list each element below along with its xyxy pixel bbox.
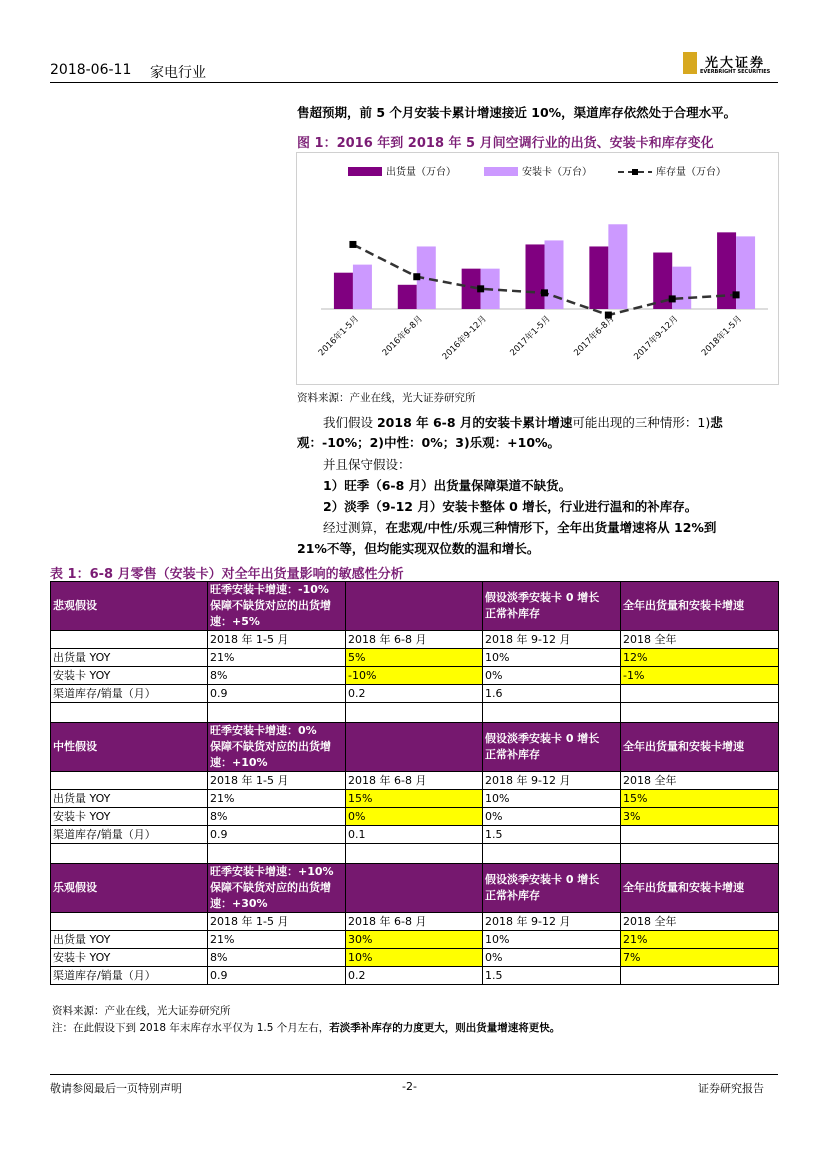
footer-report-type: 证券研究报告 bbox=[698, 1082, 764, 1095]
metric-row bbox=[51, 685, 779, 703]
period-label: 2018 全年 bbox=[621, 772, 779, 790]
metric-value: 15% bbox=[346, 790, 483, 808]
period-blank bbox=[51, 631, 208, 649]
spacer-cell bbox=[346, 703, 483, 723]
off-season-assumption: 假设淡季安装卡 0 增长 正常补库存 bbox=[483, 864, 621, 913]
metric-value: 10% bbox=[483, 649, 621, 667]
full-year-header: 全年出货量和安装卡增速 bbox=[621, 864, 779, 913]
metric-value: 1.6 bbox=[483, 685, 621, 703]
p1-post: 中性：0%；3)乐观：+10%。 bbox=[384, 435, 561, 450]
legend-label-install: 安装卡（万台） bbox=[522, 167, 592, 178]
full-year-header: 全年出货量和安装卡增速 bbox=[621, 723, 779, 772]
scenario-header-row bbox=[51, 723, 779, 772]
table-note bbox=[52, 1020, 560, 1035]
metric-value: 0% bbox=[346, 808, 483, 826]
period-row bbox=[51, 772, 779, 790]
p5-bold: 在悲观/中性/乐观三种情形下，全年出货量增速将从 12%到 bbox=[385, 520, 717, 535]
scenario-name: 乐观假设 bbox=[51, 864, 208, 913]
scenario-peak-assumption: 旺季安装卡增速：-10% 保障不缺货对应的出货增速：+5% bbox=[208, 582, 346, 631]
metric-label: 出货量 YOY bbox=[51, 931, 208, 949]
metric-value: 0.2 bbox=[346, 685, 483, 703]
period-blank bbox=[51, 913, 208, 931]
inventory-point bbox=[669, 295, 676, 302]
scenario-header-row bbox=[51, 864, 779, 913]
metric-value: 30% bbox=[346, 931, 483, 949]
metric-value: 10% bbox=[346, 949, 483, 967]
period-row bbox=[51, 631, 779, 649]
metric-row bbox=[51, 649, 779, 667]
metric-label: 出货量 YOY bbox=[51, 790, 208, 808]
x-tick-label: 2016年1-5月 bbox=[316, 314, 362, 359]
report-date: 2018-06-11 bbox=[50, 62, 132, 78]
figure-title: 图 1：2016 年到 2018 年 5 月间空调行业的出货、安装卡和库存变化 bbox=[297, 136, 714, 151]
metric-label: 出货量 YOY bbox=[51, 649, 208, 667]
brand-name-en: EVERBRIGHT SECURITIES bbox=[700, 69, 771, 75]
legend-marker-inventory bbox=[632, 169, 638, 175]
period-label: 2018 年 1-5 月 bbox=[208, 631, 346, 649]
metric-value: 3% bbox=[621, 808, 779, 826]
period-blank bbox=[51, 772, 208, 790]
bar-install bbox=[353, 265, 372, 309]
x-tick-label: 2016年9-12月 bbox=[440, 314, 489, 363]
metric-value: 21% bbox=[621, 931, 779, 949]
scenario-name: 中性假设 bbox=[51, 723, 208, 772]
figure-chart bbox=[296, 152, 779, 385]
figure-source: 资料来源：产业在线，光大证券研究所 bbox=[297, 392, 476, 404]
metric-value: 0.2 bbox=[346, 967, 483, 985]
brand-logo bbox=[683, 52, 697, 74]
assumption-1: 1）旺季（6-8 月）出货量保障渠道不缺货。 bbox=[323, 478, 572, 493]
metric-label: 渠道库存/销量（月） bbox=[51, 685, 208, 703]
period-row bbox=[51, 913, 779, 931]
period-label: 2018 年 6-8 月 bbox=[346, 631, 483, 649]
spacer-cell bbox=[208, 844, 346, 864]
period-label: 2018 年 9-12 月 bbox=[483, 913, 621, 931]
inventory-point bbox=[349, 241, 356, 248]
period-label: 2018 年 1-5 月 bbox=[208, 913, 346, 931]
metric-value bbox=[621, 685, 779, 703]
period-label: 2018 年 1-5 月 bbox=[208, 772, 346, 790]
note-bold: 若淡季补库存的力度更大，则出货量增速将更快。 bbox=[329, 1022, 561, 1034]
blank-header-cell bbox=[346, 582, 483, 631]
inventory-point bbox=[413, 273, 420, 280]
p1-pre: 我们假设 bbox=[323, 415, 377, 430]
metric-row bbox=[51, 949, 779, 967]
metric-value: 7% bbox=[621, 949, 779, 967]
spacer-cell bbox=[483, 844, 621, 864]
period-label: 2018 年 6-8 月 bbox=[346, 772, 483, 790]
x-tick-label: 2017年1-5月 bbox=[508, 314, 553, 359]
period-label: 2018 年 6-8 月 bbox=[346, 913, 483, 931]
metric-value bbox=[621, 967, 779, 985]
off-season-assumption: 假设淡季安装卡 0 增长 正常补库存 bbox=[483, 582, 621, 631]
metric-value: -10% bbox=[346, 667, 483, 685]
metric-row bbox=[51, 790, 779, 808]
metric-row bbox=[51, 667, 779, 685]
bar-shipment bbox=[589, 246, 608, 309]
sensitivity-table bbox=[50, 581, 779, 985]
legend-label-shipment: 出货量（万台） bbox=[386, 167, 456, 178]
period-label: 2018 年 9-12 月 bbox=[483, 772, 621, 790]
x-tick-label: 2018年1-5月 bbox=[699, 314, 745, 359]
metric-label: 渠道库存/销量（月） bbox=[51, 967, 208, 985]
spacer-cell bbox=[621, 844, 779, 864]
metric-label: 安装卡 YOY bbox=[51, 808, 208, 826]
metric-value: 1.5 bbox=[483, 826, 621, 844]
spacer-cell bbox=[346, 844, 483, 864]
scenario-peak-assumption: 旺季安装卡增速：0% 保障不缺货对应的出货增速：+10% bbox=[208, 723, 346, 772]
table-source: 资料来源：产业在线，光大证券研究所 bbox=[52, 1005, 231, 1017]
scenario-name: 悲观假设 bbox=[51, 582, 208, 631]
industry-label: 家电行业 bbox=[150, 65, 206, 81]
inventory-point bbox=[541, 289, 548, 296]
metric-row bbox=[51, 826, 779, 844]
period-label: 2018 全年 bbox=[621, 631, 779, 649]
metric-value: 8% bbox=[208, 808, 346, 826]
x-tick-label: 2017年9-12月 bbox=[632, 314, 681, 363]
p5-pre: 经过测算， bbox=[323, 520, 386, 535]
metric-value: 0.9 bbox=[208, 685, 346, 703]
metric-value bbox=[621, 826, 779, 844]
assumption-paragraph bbox=[297, 413, 777, 453]
metric-value: 10% bbox=[483, 790, 621, 808]
scenario-peak-assumption: 旺季安装卡增速：+10% 保障不缺货对应的出货增速：+30% bbox=[208, 864, 346, 913]
metric-value: 21% bbox=[208, 931, 346, 949]
metric-label: 渠道库存/销量（月） bbox=[51, 826, 208, 844]
period-label: 2018 年 9-12 月 bbox=[483, 631, 621, 649]
metric-value: 0% bbox=[483, 808, 621, 826]
page-number: -2- bbox=[402, 1080, 417, 1093]
spacer-cell bbox=[621, 703, 779, 723]
metric-value: 5% bbox=[346, 649, 483, 667]
metric-value: 0.9 bbox=[208, 826, 346, 844]
metric-row bbox=[51, 967, 779, 985]
metric-value: 21% bbox=[208, 649, 346, 667]
conclusion-paragraph bbox=[323, 518, 779, 538]
x-tick-label: 2016年6-8月 bbox=[380, 314, 425, 359]
bar-shipment bbox=[334, 273, 353, 309]
blank-header-cell bbox=[346, 723, 483, 772]
assumption-2: 2）淡季（9-12 月）安装卡整体 0 增长，行业进行温和的补库存。 bbox=[323, 499, 698, 514]
note-pre: 注：在此假设下到 2018 年末库存水平仅为 1.5 个月左右， bbox=[52, 1022, 330, 1034]
bar-install bbox=[672, 267, 691, 309]
spacer-row bbox=[51, 703, 779, 723]
bar-install bbox=[608, 224, 627, 309]
spacer-cell bbox=[208, 703, 346, 723]
metric-row bbox=[51, 931, 779, 949]
metric-value: 8% bbox=[208, 667, 346, 685]
conclusion-line-2: 21%不等，但均能实现双位数的温和增长。 bbox=[297, 541, 540, 556]
header-rule bbox=[50, 82, 778, 83]
legend-label-inventory: 库存量（万台） bbox=[656, 167, 726, 178]
intro-line: 售超预期，前 5 个月安装卡累计增速接近 10%，渠道库存依然处于合理水平。 bbox=[297, 105, 737, 120]
scenario-header-row bbox=[51, 582, 779, 631]
conservative-assumption: 并且保守假设： bbox=[323, 457, 411, 472]
metric-label: 安装卡 YOY bbox=[51, 667, 208, 685]
spacer-cell bbox=[51, 844, 208, 864]
spacer-cell bbox=[51, 703, 208, 723]
x-tick-label: 2017年6-8月 bbox=[572, 314, 617, 359]
footer-rule bbox=[50, 1074, 778, 1075]
metric-value: 15% bbox=[621, 790, 779, 808]
p1-bold: 2018 年 6-8 月的安装卡累计增速 bbox=[376, 415, 573, 430]
spacer-cell bbox=[483, 703, 621, 723]
metric-value: 21% bbox=[208, 790, 346, 808]
blank-header-cell bbox=[346, 864, 483, 913]
brand-name-cn: 光大证券 bbox=[705, 56, 766, 71]
footer-disclaimer: 敬请参阅最后一页特别声明 bbox=[50, 1082, 182, 1095]
metric-value: 8% bbox=[208, 949, 346, 967]
spacer-row bbox=[51, 844, 779, 864]
table-title: 表 1：6-8 月零售（安装卡）对全年出货量影响的敏感性分析 bbox=[50, 567, 404, 582]
p1-mid: 可能出现的三种情形：1) bbox=[572, 415, 711, 430]
metric-value: 0% bbox=[483, 667, 621, 685]
metric-value: -1% bbox=[621, 667, 779, 685]
legend-swatch-shipment bbox=[348, 167, 382, 176]
p1-bold-2: 悲观：-10%；2) bbox=[297, 415, 723, 450]
metric-value: 1.5 bbox=[483, 967, 621, 985]
metric-value: 0.9 bbox=[208, 967, 346, 985]
metric-row bbox=[51, 808, 779, 826]
legend-swatch-install bbox=[484, 167, 518, 176]
off-season-assumption: 假设淡季安装卡 0 增长 正常补库存 bbox=[483, 723, 621, 772]
bar-shipment bbox=[398, 285, 417, 309]
period-label: 2018 全年 bbox=[621, 913, 779, 931]
metric-label: 安装卡 YOY bbox=[51, 949, 208, 967]
full-year-header: 全年出货量和安装卡增速 bbox=[621, 582, 779, 631]
inventory-point bbox=[733, 291, 740, 298]
metric-value: 0% bbox=[483, 949, 621, 967]
inventory-point bbox=[477, 285, 484, 292]
metric-value: 12% bbox=[621, 649, 779, 667]
metric-value: 10% bbox=[483, 931, 621, 949]
bar-shipment bbox=[526, 244, 545, 309]
metric-value: 0.1 bbox=[346, 826, 483, 844]
